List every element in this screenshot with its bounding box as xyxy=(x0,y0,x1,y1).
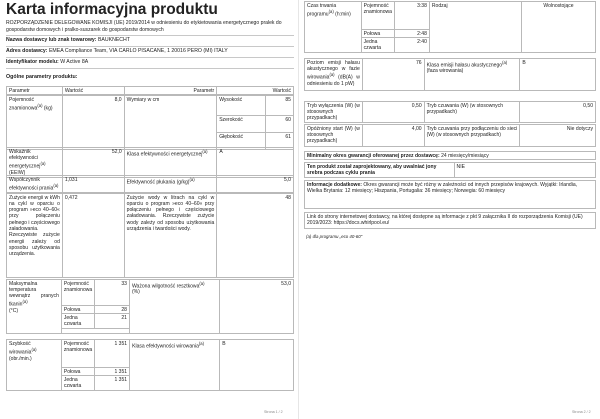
temperature-row-label: Połowa xyxy=(61,306,94,314)
capacity-value: 8,0 xyxy=(62,96,124,150)
off-mode-value: 0,50 xyxy=(362,102,424,123)
table-row xyxy=(304,151,596,160)
parameters-table xyxy=(6,86,294,95)
rinse-value: 5,0 xyxy=(217,176,294,193)
energy-consumption-value: 0,472 xyxy=(62,194,124,278)
table-row xyxy=(6,193,294,278)
supplier-website-info: Link do strony internetowej dostawcy, na której dostępne są informacje z pkt 9 załącznika II do rozporządzenia Komisji (UE) 2019/2023: https://docs.whirlpool.eu/ xyxy=(305,213,596,229)
supplier-label: Nazwa dostawcy lub znak towarowy: xyxy=(6,37,97,43)
address-value: EMEA Compliance Team, VIA CARLO PISACANE, 1 20016 PERO (MI) ITALY xyxy=(48,48,228,54)
energy-class-label: Klasa efektywności energetycznej$^{(a)}$ xyxy=(124,148,217,178)
divider xyxy=(6,68,294,69)
spin-row-label: Pojemność znamionowa xyxy=(61,340,94,368)
table-row xyxy=(304,58,596,91)
water-consumption-label: Zużycie wody w litrach na cykl w oparciu o program »eco 40–60« przy połączeniu pełnego i częściowego załadowania. Rzeczywiste zużycie wody zależy od sposobu użytkowania urządzenia i twardości wody. xyxy=(124,194,217,278)
networked-standby-label: Tryb czuwania przy podłączeniu do sieci (W) (w stosownych przypadkach) xyxy=(424,125,520,147)
supplier-value: BAUKNECHT xyxy=(97,37,130,43)
eei-label: Wskaźnik efektywności energetycznej$^{(a)}$ (EEIW) xyxy=(7,148,63,178)
temperature-row-value: 33 xyxy=(95,280,130,306)
regulation-intro: ROZPORZĄDZENIE DELEGOWANE KOMISJI (UE) 2019/2014 w odniesieniu do etykietowania energetycznego pralek do gospodarstw domowych i pralko-suszarek do gospodarstw domowych xyxy=(6,20,282,33)
width-value: 60 xyxy=(266,116,294,133)
spin-row-value: 1 351 xyxy=(95,376,130,391)
off-mode-label: Tryb wyłączenia (W) (w stosownych przypadkach) xyxy=(305,102,363,123)
type-label: Rodzaj xyxy=(429,2,521,53)
temperature-row-value: 21 xyxy=(95,314,130,329)
temperature-label: Maksymalna temperatura wewnątrz pranych tkanin$^{(a)}$ (°C) xyxy=(7,280,62,334)
temperature-row-label: Jedna czwarta xyxy=(61,314,94,329)
table-row xyxy=(304,124,596,147)
delay-start-label: Opóźniony start (W) (w stosownych przypadkach) xyxy=(305,125,363,147)
depth-label: Głębokość xyxy=(217,133,266,150)
standby-value: 0,50 xyxy=(520,102,596,123)
duration-label: Czas trwania programu$^{(a)}$ (h:min) xyxy=(305,2,362,53)
column-header: Parametr xyxy=(7,87,63,95)
spin-row-value: 1 351 xyxy=(95,340,130,368)
water-consumption-value: 48 xyxy=(217,194,294,278)
networked-standby-value: Nie dotyczy xyxy=(520,125,596,147)
warranty-line xyxy=(305,152,596,160)
duration-row-value: 2:48 xyxy=(394,30,429,38)
additional-info xyxy=(305,181,596,209)
width-label: Szerokość xyxy=(217,116,266,133)
duration-row-label: Jedna czwarta xyxy=(361,38,394,53)
warranty-value: 24 miesięcy/miesiący xyxy=(441,152,489,159)
address-line xyxy=(6,48,228,55)
table-row xyxy=(304,101,596,123)
spin-row-label: Połowa xyxy=(61,368,94,376)
capacity-label: Pojemność znamionowa$^{(a)}$ (kg) xyxy=(7,96,63,150)
table-row xyxy=(304,212,596,229)
model-value: W Active 8A xyxy=(60,59,89,65)
model-line xyxy=(6,59,88,66)
noise-class-label: Klasa emisji hałasu akustycznego$^{(a)}$ (faza wirowania) xyxy=(424,59,520,91)
address-label: Adres dostawcy: xyxy=(6,48,48,54)
eei-value: 52,0 xyxy=(62,148,124,178)
page-number: Strona 2 / 2 xyxy=(572,410,591,414)
column-header: Wartość xyxy=(62,87,124,95)
footnote: (a) dla programu „eco 40-60" xyxy=(306,234,363,239)
duration-row-value: 3:38 xyxy=(394,2,429,30)
additional-info-label: Informacje dodatkowe: xyxy=(307,181,362,188)
page-title: Karta informacyjna produktu xyxy=(6,1,218,18)
energy-consumption-label: Zużycie energii w kWh na cykl w oparciu o program »eco 40–60« przy połączeniu pełnego i częściowego załadowania. Rzeczywiste zużycie energii zależy od sposobu użytkowania urządzenia. xyxy=(7,194,63,278)
supplier-line xyxy=(6,37,130,44)
delay-start-value: 4,00 xyxy=(362,125,424,147)
table-row xyxy=(6,147,294,178)
height-label: Wysokość xyxy=(217,96,266,116)
general-parameters-heading: Ogólne parametry produktu: xyxy=(6,74,78,80)
height-value: 85 xyxy=(266,96,294,116)
noise-class-value: B xyxy=(520,59,596,91)
column-header: Parametr xyxy=(124,87,217,95)
spin-speed-label: Szybkość wirowania$^{(a)}$ (obr./min.) xyxy=(7,340,62,391)
column-header: Wartość xyxy=(217,87,294,95)
table-row xyxy=(304,1,596,53)
table-row xyxy=(304,180,596,209)
duration-row-label: Połowa xyxy=(361,30,394,38)
table-row xyxy=(6,339,294,391)
energy-class-value: A xyxy=(217,148,294,178)
product-sheet-page-2 xyxy=(300,0,600,419)
rinse-label: Efektywność płukania $(g/kg)^{(a)}$ xyxy=(124,176,217,193)
table-row xyxy=(6,95,294,150)
product-sheet-page-1 xyxy=(0,0,299,419)
washing-efficiency-value: 1,031 xyxy=(62,176,124,193)
temperature-row-value: 28 xyxy=(95,306,130,314)
table-row xyxy=(6,279,294,334)
table-header-row xyxy=(7,87,294,95)
moisture-value: 53,0 xyxy=(220,280,294,334)
duration-row-label: Pojemność znamionowa xyxy=(361,2,394,30)
spin-class-label: Klasa efektywności wirowania$^{(a)}$ xyxy=(130,340,220,391)
divider xyxy=(6,46,294,47)
spin-row-value: 1 351 xyxy=(95,368,130,376)
additional-info-text: Okres gwarancji może być różny w zależności od innych przepisów krajowych. Wyjątki: Irlandia, Wielka Brytania: 12 miesięcy; Hiszpania, Portugalia: 36 miesięcy; Norwegia: 60 miesięcy xyxy=(307,181,578,194)
divider xyxy=(6,57,294,58)
silver-ions-label: Ten produkt został zaprojektowany, aby uwalniać jony srebra podczas cyklu prania xyxy=(305,163,455,178)
moisture-label: Ważona wilgotność resztkowa$^{(a)}$ (%) xyxy=(129,280,219,334)
silver-ions-value: NIE xyxy=(454,163,595,178)
noise-value: 76 xyxy=(362,59,424,91)
table-row xyxy=(6,175,294,193)
standby-label: Tryb czuwania (W) (w stosownych przypadkach) xyxy=(424,102,520,123)
model-label: Identyfikator modelu: xyxy=(6,59,59,65)
noise-label: Poziom emisji hałasu akustycznego w fazie wirowania$^{(a)}$ (dB(A) w odniesieniu do 1 pW) xyxy=(305,59,363,91)
spin-row-label: Jedna czwarta xyxy=(61,376,94,391)
depth-value: 61 xyxy=(266,133,294,150)
warranty-label: Minimalny okres gwarancji oferowanej przez dostawcę: xyxy=(307,152,440,159)
type-value: Wolnostojące xyxy=(522,2,596,53)
spin-class-value: B xyxy=(220,340,294,391)
washing-efficiency-label: Współczynnik efektywności prania$^{(a)}$ xyxy=(7,176,63,193)
duration-row-value: 2:40 xyxy=(394,38,429,53)
dimensions-label: Wymiary w cm xyxy=(124,96,217,150)
divider xyxy=(6,35,294,36)
temperature-row-label: Pojemność znamionowa xyxy=(61,280,94,306)
page-number: Strona 1 / 2 xyxy=(264,410,283,414)
table-row xyxy=(304,162,596,178)
